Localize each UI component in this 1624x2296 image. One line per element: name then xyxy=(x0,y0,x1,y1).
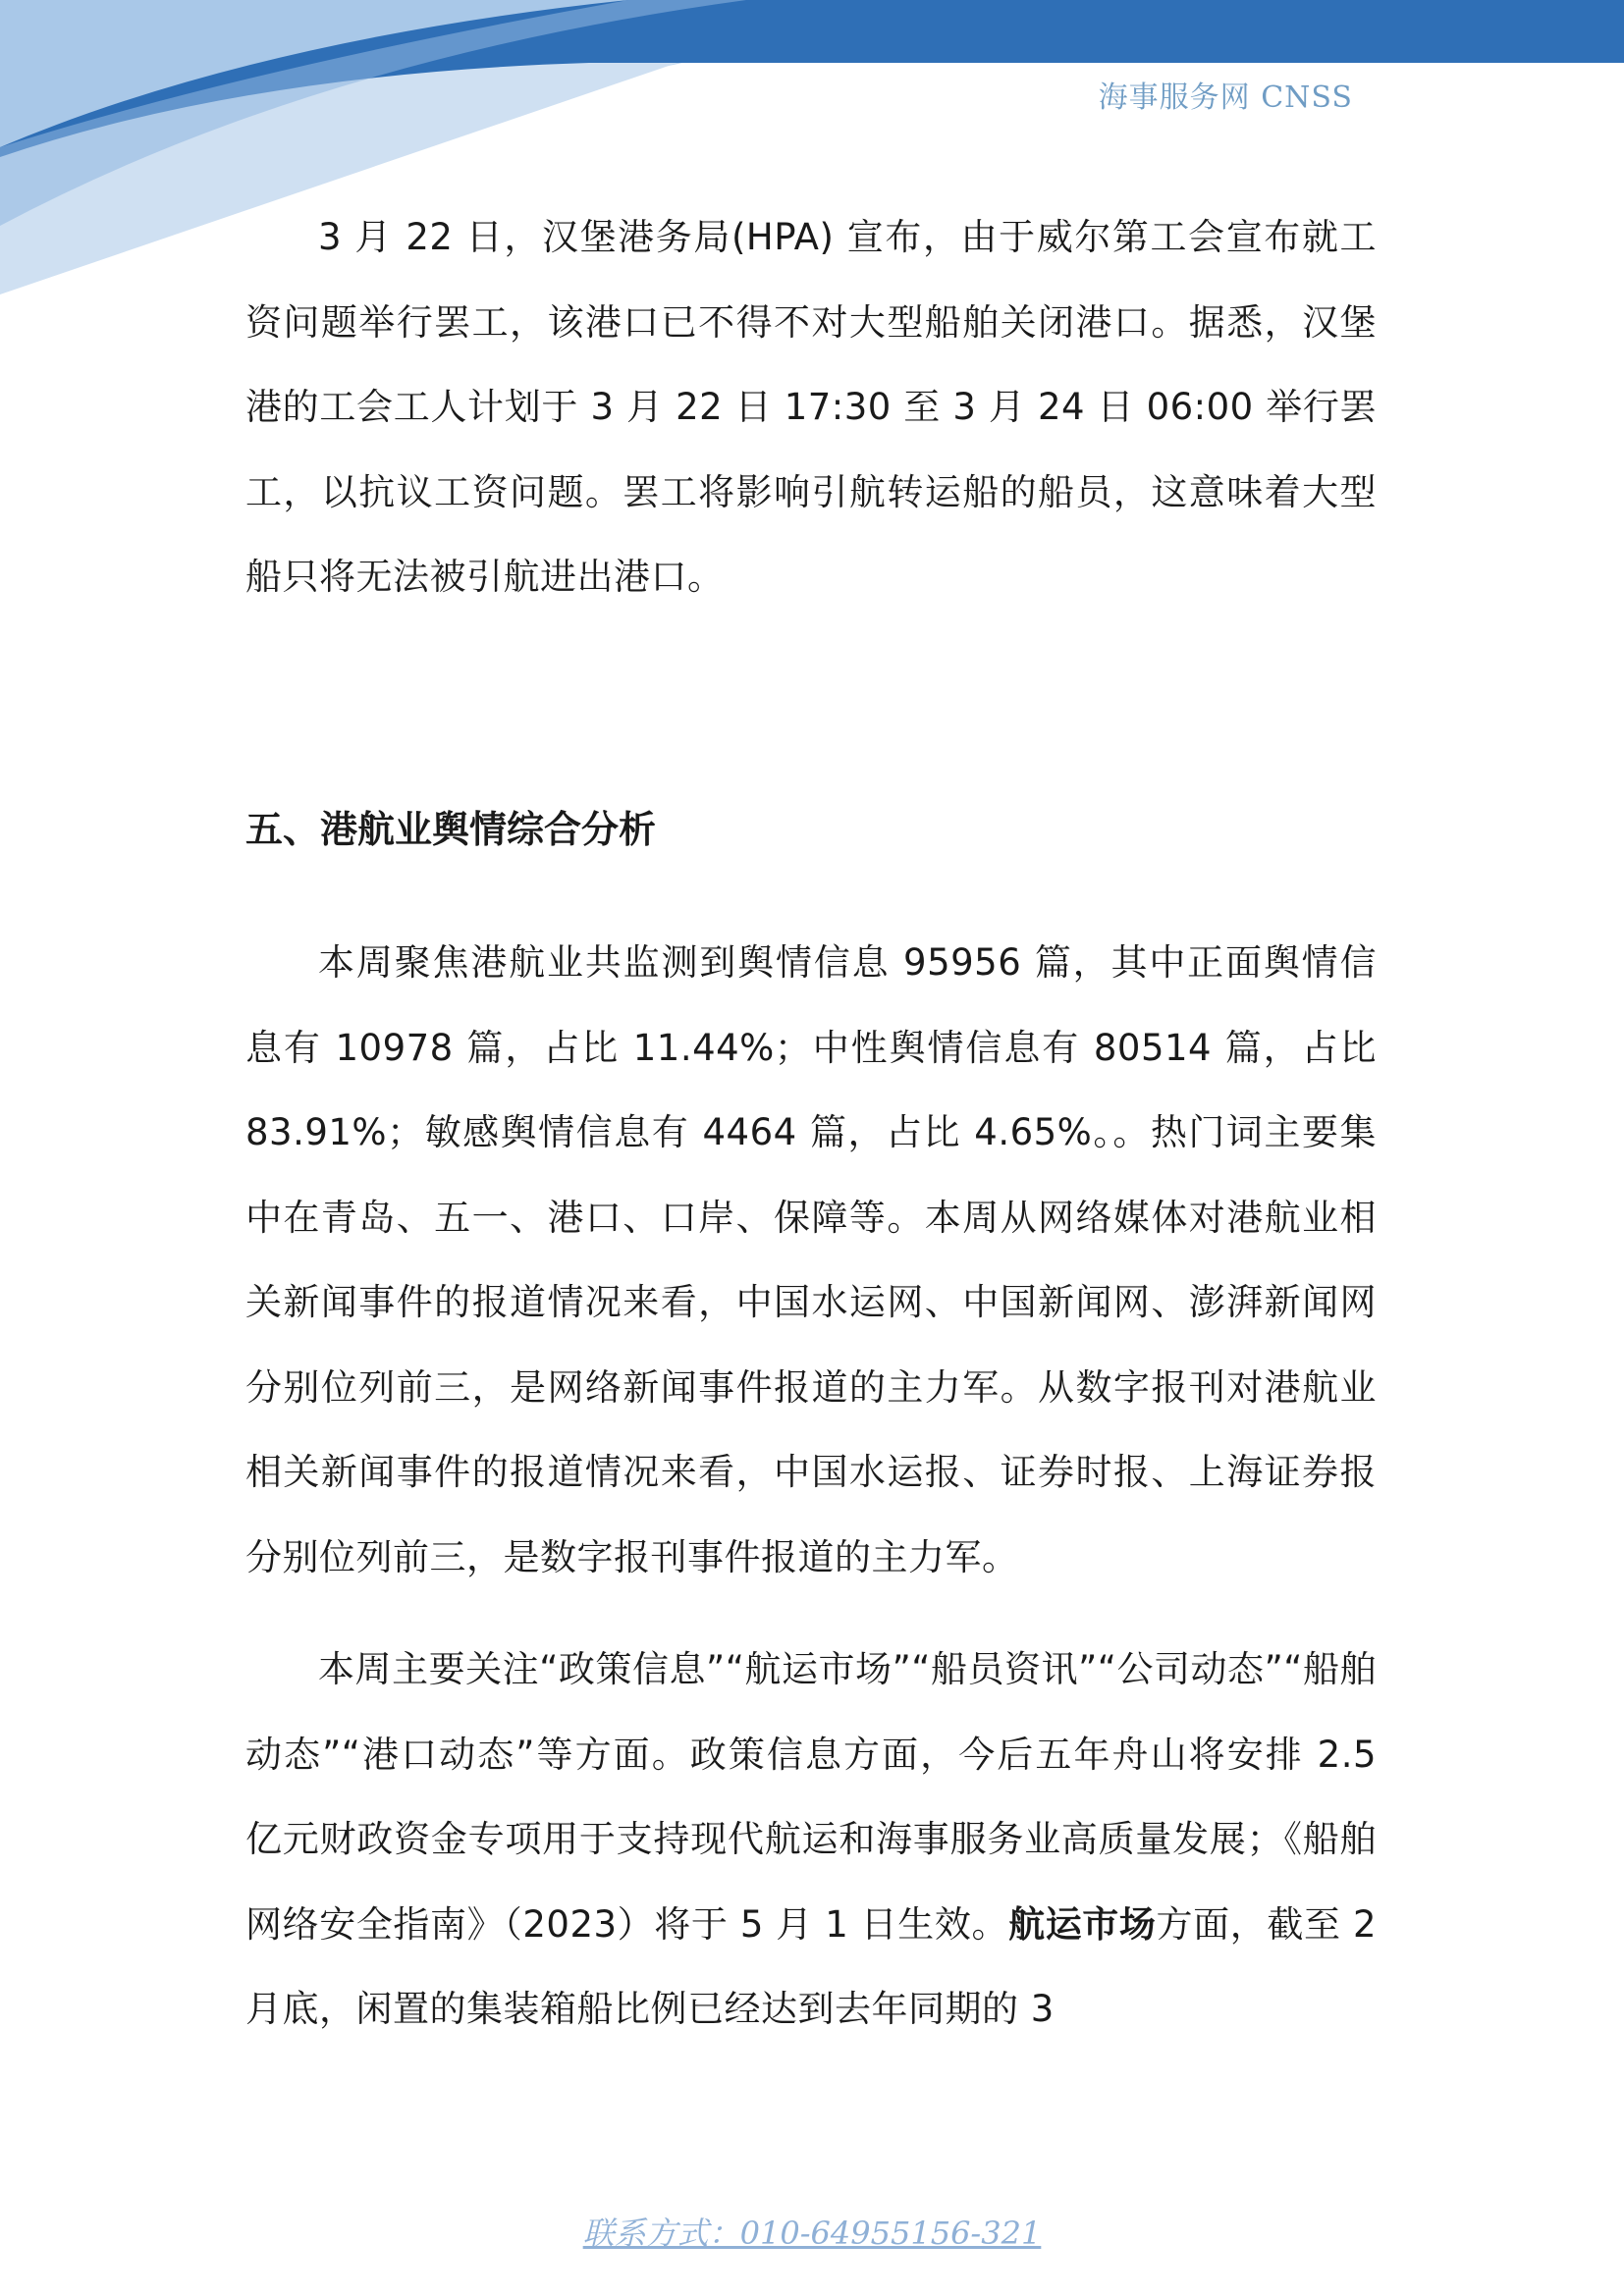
analysis-paragraph-2-text: 本周主要关注“政策信息”“航运市场”“船员资讯”“公司动态”“船舶动态”“港口动态”等方面。政策信息方面，今后五年舟山将安排 2.5 亿元财政资金专项用于支持现代航运和海事服务业高质量发展；《船舶网络安全指南》（2023）将于 5 月 1 日生效。 xyxy=(245,1648,1377,1946)
analysis-paragraph-2-bold: 航运市场 xyxy=(1008,1902,1157,1946)
analysis-paragraph-2-continuation: 方面，截至 2 月底，闲置的集装箱船比例已经达到去年同期的 3 xyxy=(245,1902,1377,2030)
analysis-section xyxy=(245,921,1377,2053)
analysis-paragraph-1: 本周聚焦港航业共监测到舆情信息 95956 篇，其中正面舆情信息有 10978 篇，占比 11.44%；中性舆情信息有 80514 篇，占比 83.91%；敏感舆情信息有 4464 篇，占比 4.65%。。热门词主要集中在青岛、五一、港口、口岸、保障等。本周从网络媒体对港航业相关新闻事件的报道情况来看，中国水运网、中国新闻网、澎湃新闻网分别位列前三，是网络新闻事件报道的主力军。从数字报刊对港航业相关新闻事件的报道情况来看，中国水运报、证券时报、上海证券报分别位列前三，是数字报刊事件报道的主力军。 xyxy=(245,941,1377,1578)
header-brand: 海事服务网 CNSS xyxy=(1098,80,1353,115)
intro-paragraph: 3 月 22 日，汉堡港务局(HPA) 宣布，由于威尔第工会宣布就工资问题举行罢工，该港口已不得不对大型船舶关闭港口。据悉，汉堡港的工会工人计划于 3 月 22 日 17:30 至 3 月 24 日 06:00 举行罢工，以抗议工资问题。罢工将影响引航转运船的船员，这意味着大型船只将无法被引航进出港口。 xyxy=(245,216,1377,598)
analysis-paragraph-2 xyxy=(245,1628,1377,2053)
intro-section xyxy=(245,195,1377,620)
footer-contact: 联系方式：010-64955156-321 xyxy=(582,2215,1042,2252)
section-heading: 五、港航业舆情综合分析 xyxy=(245,808,657,851)
